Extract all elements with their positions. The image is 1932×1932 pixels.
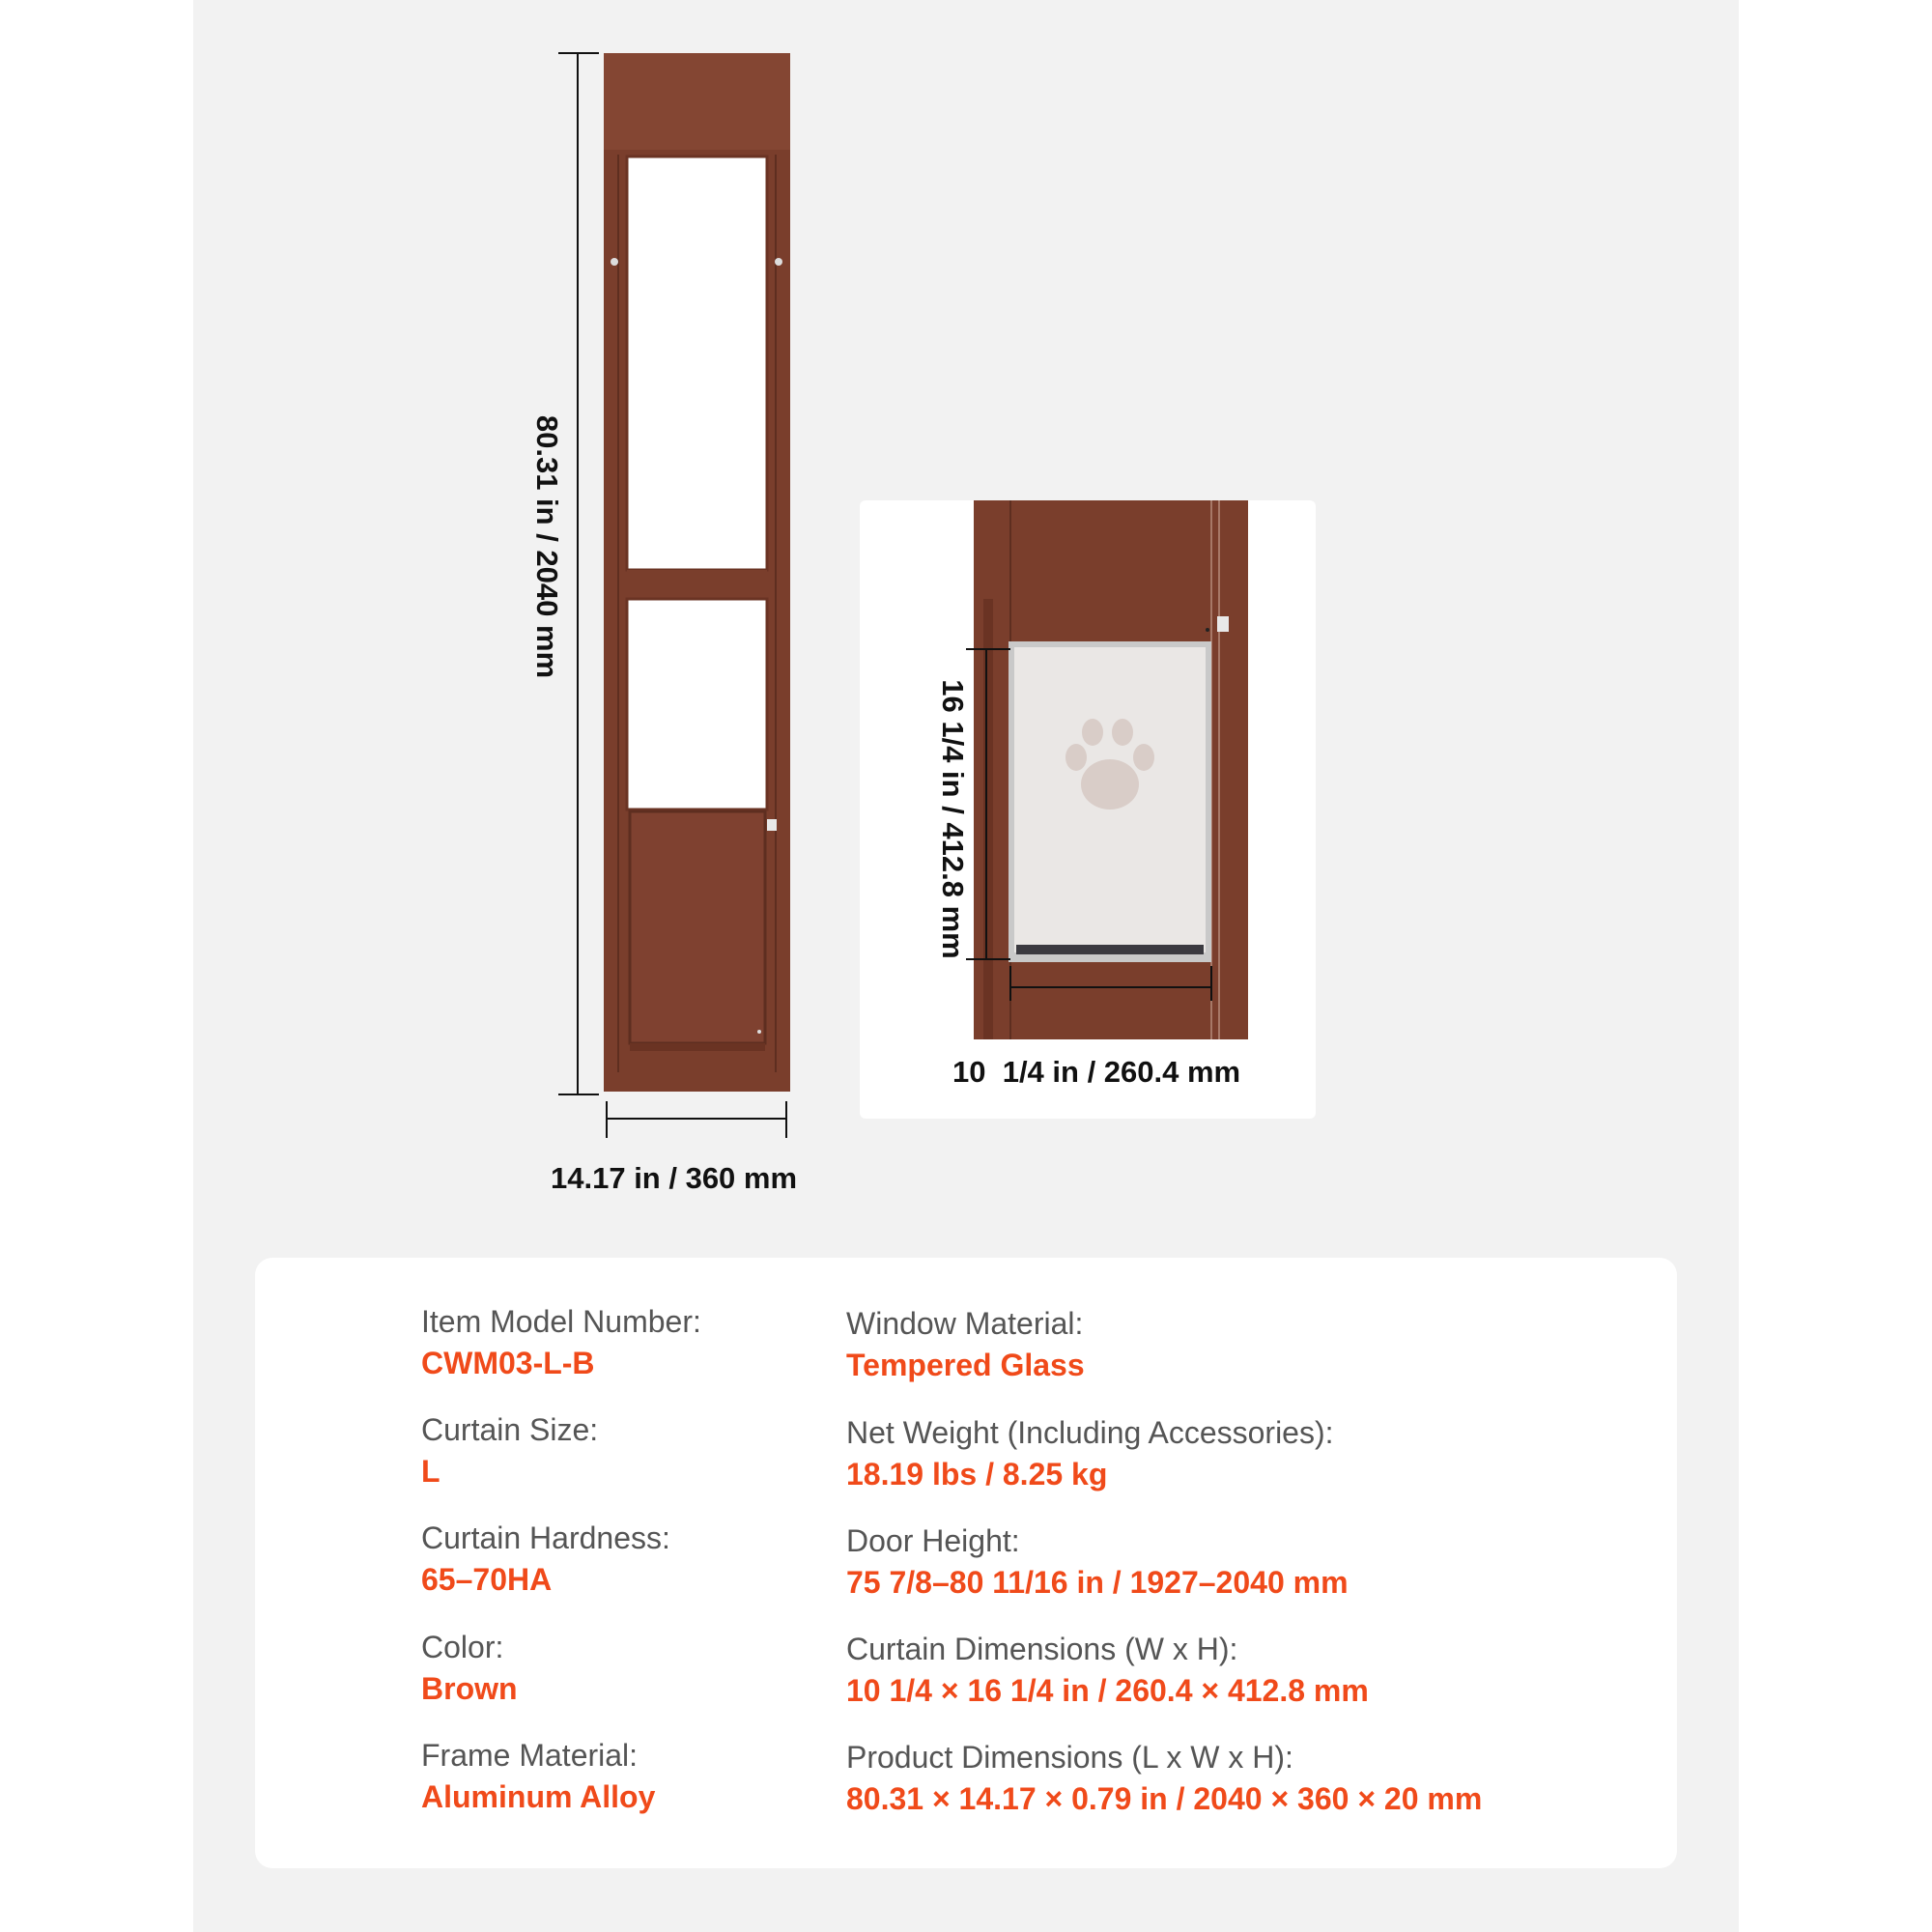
spec-curtain-size (421, 1410, 598, 1493)
spec-label: Product Dimensions (L x W x H): (846, 1740, 1293, 1775)
flap-width-label: 10 1/4 in / 260.4 mm (952, 1055, 1241, 1089)
spec-label: Color: (421, 1630, 504, 1664)
spec-model-number (421, 1302, 701, 1385)
spec-label: Curtain Size: (421, 1412, 599, 1447)
spec-value: Tempered Glass (846, 1348, 1085, 1382)
spec-color (421, 1628, 518, 1711)
spec-frame-material (421, 1736, 655, 1819)
spec-label: Curtain Dimensions (W x H): (846, 1632, 1238, 1666)
spec-value: 10 1/4 × 16 1/4 in / 260.4 × 412.8 mm (846, 1673, 1369, 1708)
spec-value: 18.19 lbs / 8.25 kg (846, 1457, 1108, 1492)
spec-curtain-hardness (421, 1519, 670, 1602)
spec-value: CWM03-L-B (421, 1346, 595, 1380)
main-width-label: 14.17 in / 360 mm (551, 1161, 798, 1195)
spec-product-dimensions (846, 1738, 1482, 1821)
spec-value: 80.31 × 14.17 × 0.79 in / 2040 × 360 × 20 mm (846, 1781, 1483, 1816)
spec-net-weight (846, 1413, 1334, 1496)
spec-value: L (421, 1454, 440, 1489)
main-height-label: 80.31 in / 2040 mm (530, 414, 564, 679)
spec-value: Aluminum Alloy (421, 1779, 656, 1814)
spec-label: Curtain Hardness: (421, 1520, 670, 1555)
spec-label: Item Model Number: (421, 1304, 701, 1339)
spec-curtain-dimensions (846, 1630, 1369, 1713)
spec-window-material (846, 1304, 1085, 1387)
spec-label: Net Weight (Including Accessories): (846, 1415, 1334, 1450)
spec-value: Brown (421, 1671, 518, 1706)
spec-value: 65–70HA (421, 1562, 553, 1597)
spec-value: 75 7/8–80 11/16 in / 1927–2040 mm (846, 1565, 1349, 1600)
flap-height-label: 16 1/4 in / 412.8 mm (936, 679, 970, 959)
spec-door-height (846, 1521, 1349, 1605)
spec-label: Frame Material: (421, 1738, 639, 1773)
flap-frame (974, 500, 1248, 1039)
spec-label: Door Height: (846, 1523, 1020, 1558)
spec-label: Window Material: (846, 1306, 1084, 1341)
